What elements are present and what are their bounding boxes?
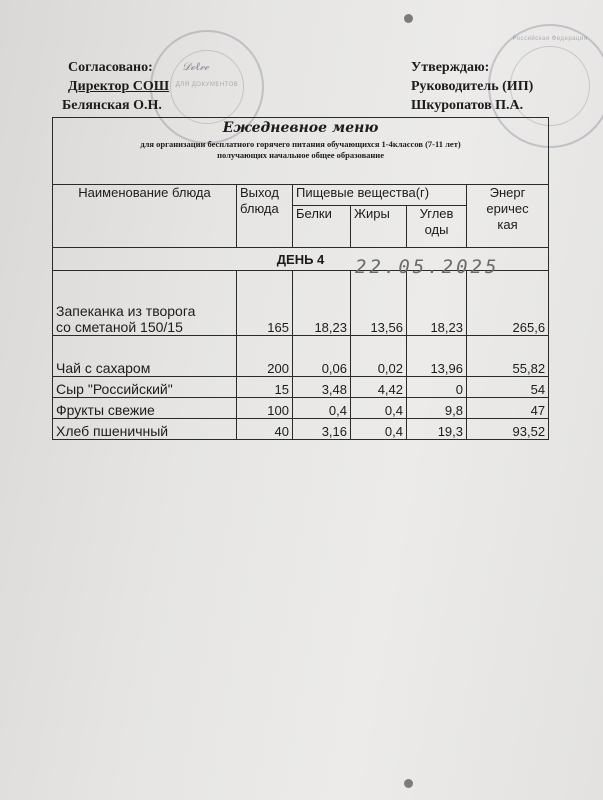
header-row-1 bbox=[53, 185, 549, 206]
punch-hole bbox=[404, 14, 413, 23]
approval-position: Директор СОШ bbox=[68, 79, 170, 94]
dish-name-line-1: Запеканка из творога bbox=[56, 303, 196, 319]
menu-table bbox=[52, 117, 549, 440]
dish-protein: 0,4 bbox=[293, 398, 351, 419]
dish-fat: 0,4 bbox=[351, 398, 407, 419]
header-yield-line-1: Выход bbox=[240, 185, 279, 200]
approval-name: Белянская О.Н. bbox=[62, 98, 162, 113]
header-carbs bbox=[407, 206, 467, 248]
header-protein: Белки bbox=[293, 206, 351, 248]
handwritten-date: 22.05.2025 bbox=[355, 256, 500, 278]
confirmation-position: Руководитель (ИП) bbox=[411, 79, 534, 94]
dish-energy: 55,82 bbox=[467, 336, 549, 377]
entrepreneur-seal-text: Российская Федерация bbox=[512, 36, 588, 42]
approval-label: Согласовано: bbox=[68, 60, 153, 75]
dish-carbs: 0 bbox=[407, 377, 467, 398]
menu-subtitle-2: получающих начальное общее образование bbox=[217, 150, 384, 160]
header-energy-line-1: Энерг bbox=[489, 185, 526, 200]
dish-energy: 54 bbox=[467, 377, 549, 398]
dish-fat: 0,02 bbox=[351, 336, 407, 377]
dish-fat: 0,4 bbox=[351, 419, 407, 440]
table-row bbox=[53, 336, 549, 377]
dish-energy: 265,6 bbox=[467, 271, 549, 336]
header-energy-line-3: кая bbox=[497, 217, 518, 232]
dish-name: Чай с сахаром bbox=[53, 336, 237, 377]
header-energy bbox=[467, 185, 549, 248]
header-yield-line-2: блюда bbox=[240, 201, 279, 216]
table-row bbox=[53, 398, 549, 419]
header-nutrients: Пищевые вещества(г) bbox=[293, 185, 467, 206]
header-dish: Наименование блюда bbox=[53, 185, 237, 248]
dish-fat: 4,42 bbox=[351, 377, 407, 398]
school-seal-text: ДЛЯ ДОКУМЕНТОВ bbox=[175, 82, 239, 88]
confirmation-block bbox=[411, 58, 533, 115]
dish-carbs: 19,3 bbox=[407, 419, 467, 440]
dish-yield: 15 bbox=[237, 377, 293, 398]
dish-yield: 40 bbox=[237, 419, 293, 440]
table-row bbox=[53, 419, 549, 440]
dish-name bbox=[53, 271, 237, 336]
confirmation-name: Шкуропатов П.А. bbox=[411, 98, 524, 113]
header-energy-line-2: еричес bbox=[486, 201, 529, 216]
dish-energy: 93,52 bbox=[467, 419, 549, 440]
confirmation-label: Утверждаю: bbox=[411, 60, 490, 75]
dish-protein: 18,23 bbox=[293, 271, 351, 336]
dish-protein: 0,06 bbox=[293, 336, 351, 377]
dish-name: Сыр "Российский" bbox=[53, 377, 237, 398]
menu-title-row bbox=[53, 118, 549, 185]
dish-protein: 3,48 bbox=[293, 377, 351, 398]
dish-yield: 100 bbox=[237, 398, 293, 419]
header-carbs-line-1: Углев bbox=[419, 206, 454, 222]
table-row bbox=[53, 271, 549, 336]
dish-energy: 47 bbox=[467, 398, 549, 419]
dish-name: Фрукты свежие bbox=[53, 398, 237, 419]
day-label: ДЕНЬ 4 bbox=[53, 248, 549, 271]
dish-protein: 3,16 bbox=[293, 419, 351, 440]
approval-signature: 𝒟ℴℓℯℯ bbox=[182, 60, 209, 73]
dish-yield: 165 bbox=[237, 271, 293, 336]
menu-title-cell bbox=[53, 118, 549, 185]
approval-block bbox=[62, 58, 170, 115]
header-yield bbox=[237, 185, 293, 248]
dish-name: Хлеб пшеничный bbox=[53, 419, 237, 440]
punch-hole bbox=[404, 779, 413, 788]
dish-carbs: 9,8 bbox=[407, 398, 467, 419]
menu-subtitle-1: для организации бесплатного горячего питания обучающихся 1-4классов (7-11 лет) bbox=[140, 139, 461, 149]
dish-yield: 200 bbox=[237, 336, 293, 377]
header-carbs-line-2: оды bbox=[424, 222, 449, 238]
dish-fat: 13,56 bbox=[351, 271, 407, 336]
dish-name-line-2: со сметаной 150/15 bbox=[56, 319, 183, 335]
dish-carbs: 18,23 bbox=[407, 271, 467, 336]
dish-carbs: 13,96 bbox=[407, 336, 467, 377]
header-fat: Жиры bbox=[351, 206, 407, 248]
menu-title: Ежедневное меню bbox=[222, 120, 379, 136]
table-row bbox=[53, 377, 549, 398]
